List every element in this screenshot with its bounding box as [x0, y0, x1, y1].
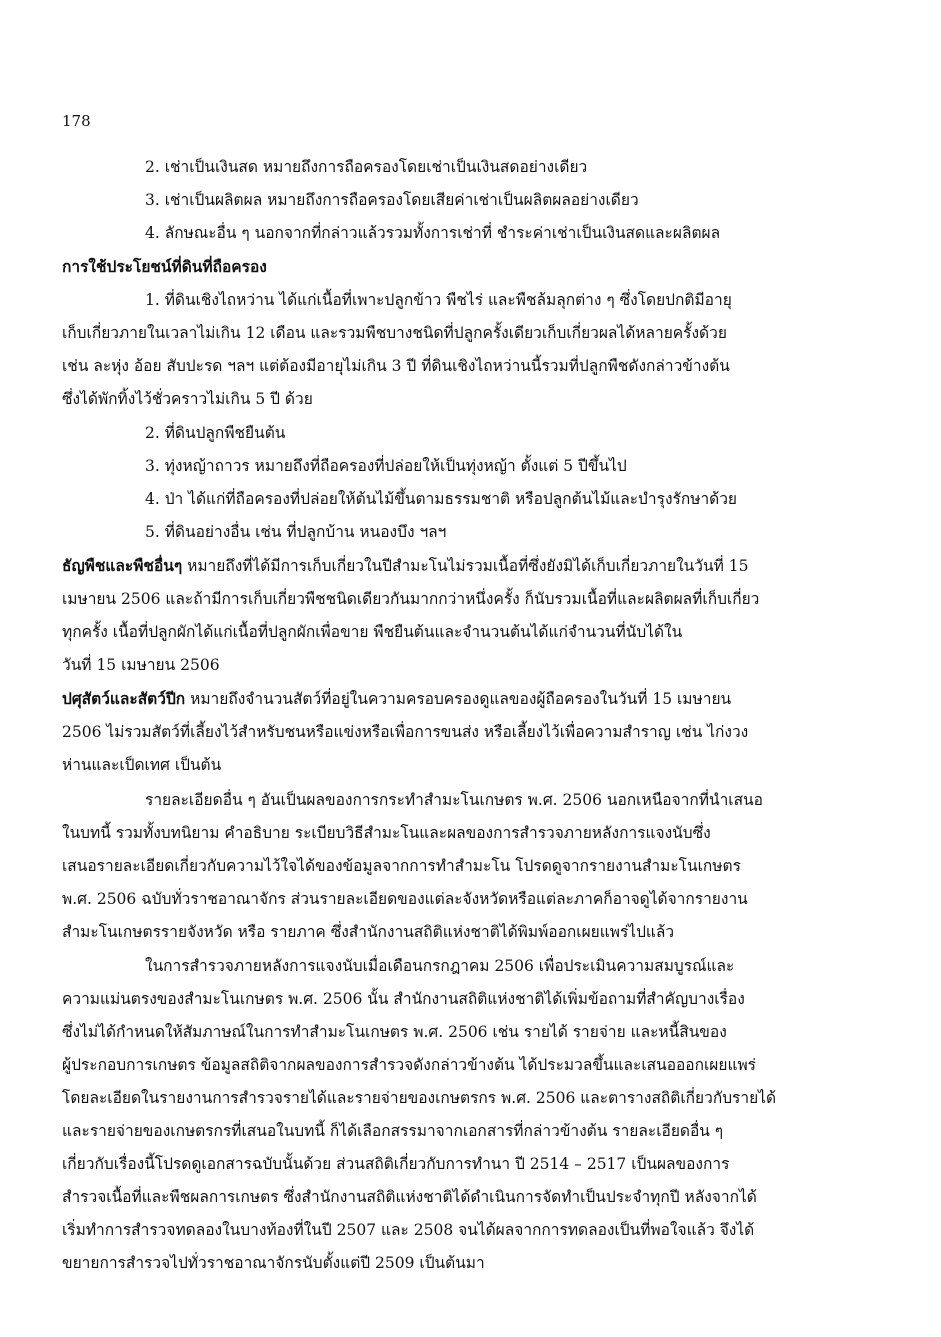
page-number: 178 [62, 112, 91, 130]
survey-line: เริ่มทำการสำรวจทดลองในบางท้องที่ในปี 2507 และ 2508 จนได้ผลจากการทดลองเป็นที่พอใจแล้ว จึงได้ [62, 1221, 755, 1239]
rental-type-line: 2. เช่าเป็นเงินสด หมายถึงการถือครองโดยเช่าเป็นเงินสดอย่างเดียว [145, 158, 588, 176]
rental-type-line: 4. ลักษณะอื่น ๆ นอกจากที่กล่าวแล้วรวมทั้งการเช่าที่ ชำระค่าเช่าเป็นเงินสดและผลิตผล [145, 224, 721, 242]
details-line: ในบทนี้ รวมทั้งบทนิยาม คำอธิบาย ระเบียบวิธีสำมะโนและผลของการสำรวจภายหลังการแจงนับซึ่ง [62, 824, 711, 842]
survey-line: โดยละเอียดในรายงานการสำรวจรายได้และรายจ่ายของเกษตรกร พ.ศ. 2506 และตารางสถิติเกี่ยวกับรายได้ [62, 1089, 777, 1107]
land-use-item: 5. ที่ดินอย่างอื่น เช่น ที่ปลูกบ้าน หนองบึง ฯลฯ [145, 523, 447, 541]
survey-line: และรายจ่ายของเกษตรกรที่เสนอในบทนี้ ก็ได้เลือกสรรมาจากเอกสารที่กล่าวข้างต้น รายละเอียดอื่น ๆ [62, 1122, 724, 1140]
rental-type-line: 3. เช่าเป็นผลิตผล หมายถึงการถือครองโดยเสียค่าเช่าเป็นผลิตผลอย่างเดียว [145, 191, 639, 209]
crops-text: หมายถึงที่ได้มีการเก็บเกี่ยวในปีสำมะโนไม่รวมเนื้อที่ซึ่งยังมิได้เก็บเกี่ยวภายในวันที่ 15 [182, 557, 749, 575]
details-line: เสนอรายละเอียดเกี่ยวกับความไว้ใจได้ของข้อมูลจากการทำสำมะโน โปรดดูจากรายงานสำมะโนเกษตร [62, 857, 741, 875]
crops-line: วันที่ 15 เมษายน 2506 [62, 656, 220, 674]
livestock-text: หมายถึงจำนวนสัตว์ที่อยู่ในความครอบครองดูแลของผู้ถือครองในวันที่ 15 เมษายน [185, 690, 732, 708]
survey-line: ในการสำรวจภายหลังการแจงนับเมื่อเดือนกรกฎาคม 2506 เพื่อประเมินความสมบูรณ์และ [145, 957, 735, 975]
land-use-item-line: 1. ที่ดินเชิงไถหว่าน ได้แก่เนื้อที่เพาะปลูกข้าว พืชไร่ และพืชล้มลุกต่าง ๆ ซึ่งโดยปกติมีอายุ [145, 291, 732, 309]
survey-line: ขยายการสำรวจไปทั่วราชอาณาจักรนับตั้งแต่ปี 2509 เป็นต้นมา [62, 1254, 485, 1272]
livestock-line: ห่านและเป็ดเทศ เป็นต้น [62, 756, 222, 774]
land-use-item: 4. ป่า ได้แก่ที่ถือครองที่ปล่อยให้ต้นไม้ขึ้นตามธรรมชาติ หรือปลูกต้นไม้และบำรุงรักษาด้วย [145, 490, 738, 508]
land-use-item-line: ซึ่งได้พักทิ้งไว้ชั่วคราวไม่เกิน 5 ปี ด้วย [62, 390, 313, 408]
livestock-line: 2506 ไม่รวมสัตว์ที่เลี้ยงไว้สำหรับชนหรือแข่งหรือเพื่อการขนส่ง หรือเลี้ยงไว้เพื่อความสำราญ เช่น ไก่งวง [62, 723, 749, 741]
land-use-heading: การใช้ประโยชน์ที่ดินที่ถือครอง [62, 257, 267, 276]
crops-term: ธัญพืชและพืชอื่นๆ [62, 556, 183, 575]
survey-line: ผู้ประกอบการเกษตร ข้อมูลสถิติจากผลของการสำรวจดังกล่าวข้างต้น ได้ประมวลขึ้นและเสนอออกเผยแพร่ [62, 1056, 756, 1074]
land-use-item: 2. ที่ดินปลูกพืชยืนต้น [145, 424, 286, 442]
crops-line: ทุกครั้ง เนื้อที่ปลูกผักได้แก่เนื้อที่ปลูกผักเพื่อขาย พืชยืนต้นและจำนวนต้นได้แก่จำนวนที่นับได้ใน [62, 623, 683, 641]
survey-line: สำรวจเนื้อที่และพืชผลการเกษตร ซึ่งสำนักงานสถิติแห่งชาติได้ดำเนินการจัดทำเป็นประจำทุกปี หลังจากได้ [62, 1188, 757, 1206]
livestock-line [62, 684, 868, 714]
land-use-item-line: เช่น ละหุ่ง อ้อย สับปะรด ฯลฯ แต่ต้องมีอายุไม่เกิน 3 ปี ที่ดินเชิงไถหว่านนี้รวมที่ปลูกพืชดังกล่าวข้างต้น [62, 357, 730, 375]
survey-line: ความแม่นตรงของสำมะโนเกษตร พ.ศ. 2506 นั้น สำนักงานสถิติแห่งชาติได้เพิ่มข้อถามที่สำคัญบางเรื่อง [62, 990, 745, 1008]
details-line: สำมะโนเกษตรรายจังหวัด หรือ รายภาค ซึ่งสำนักงานสถิติแห่งชาติได้พิมพ์ออกเผยแพร่ไปแล้ว [62, 923, 675, 941]
land-use-item-line: เก็บเกี่ยวภายในเวลาไม่เกิน 12 เดือน และรวมพืชบางชนิดที่ปลูกครั้งเดียวเก็บเกี่ยวผลได้หลายครั้งด้วย [62, 324, 727, 342]
crops-line [62, 551, 868, 581]
land-use-item: 3. ทุ่งหญ้าถาวร หมายถึงที่ถือครองที่ปล่อยให้เป็นทุ่งหญ้า ตั้งแต่ 5 ปีขึ้นไป [145, 457, 627, 475]
survey-line: เกี่ยวกับเรื่องนี้โปรดดูเอกสารฉบับนั้นด้วย ส่วนสถิติเกี่ยวกับการทำนา ปี 2514 – 2517 เป็นผลของการ [62, 1155, 730, 1173]
crops-line: เมษายน 2506 และถ้ามีการเก็บเกี่ยวพืชชนิดเดียวกันมากกว่าหนึ่งครั้ง ก็นับรวมเนื้อที่และผลิตผลที่เก็บเกี่ยว [62, 590, 760, 608]
details-line: รายละเอียดอื่น ๆ อันเป็นผลของการกระทำสำมะโนเกษตร พ.ศ. 2506 นอกเหนือจากที่นำเสนอ [145, 791, 763, 809]
livestock-term: ปศุสัตว์และสัตว์ปีก [62, 689, 186, 708]
details-line: พ.ศ. 2506 ฉบับทั่วราชอาณาจักร ส่วนรายละเอียดของแต่ละจังหวัดหรือแต่ละภาคก็อาจดูได้จากรายงาน [62, 890, 748, 908]
survey-line: ซึ่งไม่ได้กำหนดให้สัมภาษณ์ในการทำสำมะโนเกษตร พ.ศ. 2506 เช่น รายได้ รายจ่าย และหนี้สินของ [62, 1023, 727, 1041]
